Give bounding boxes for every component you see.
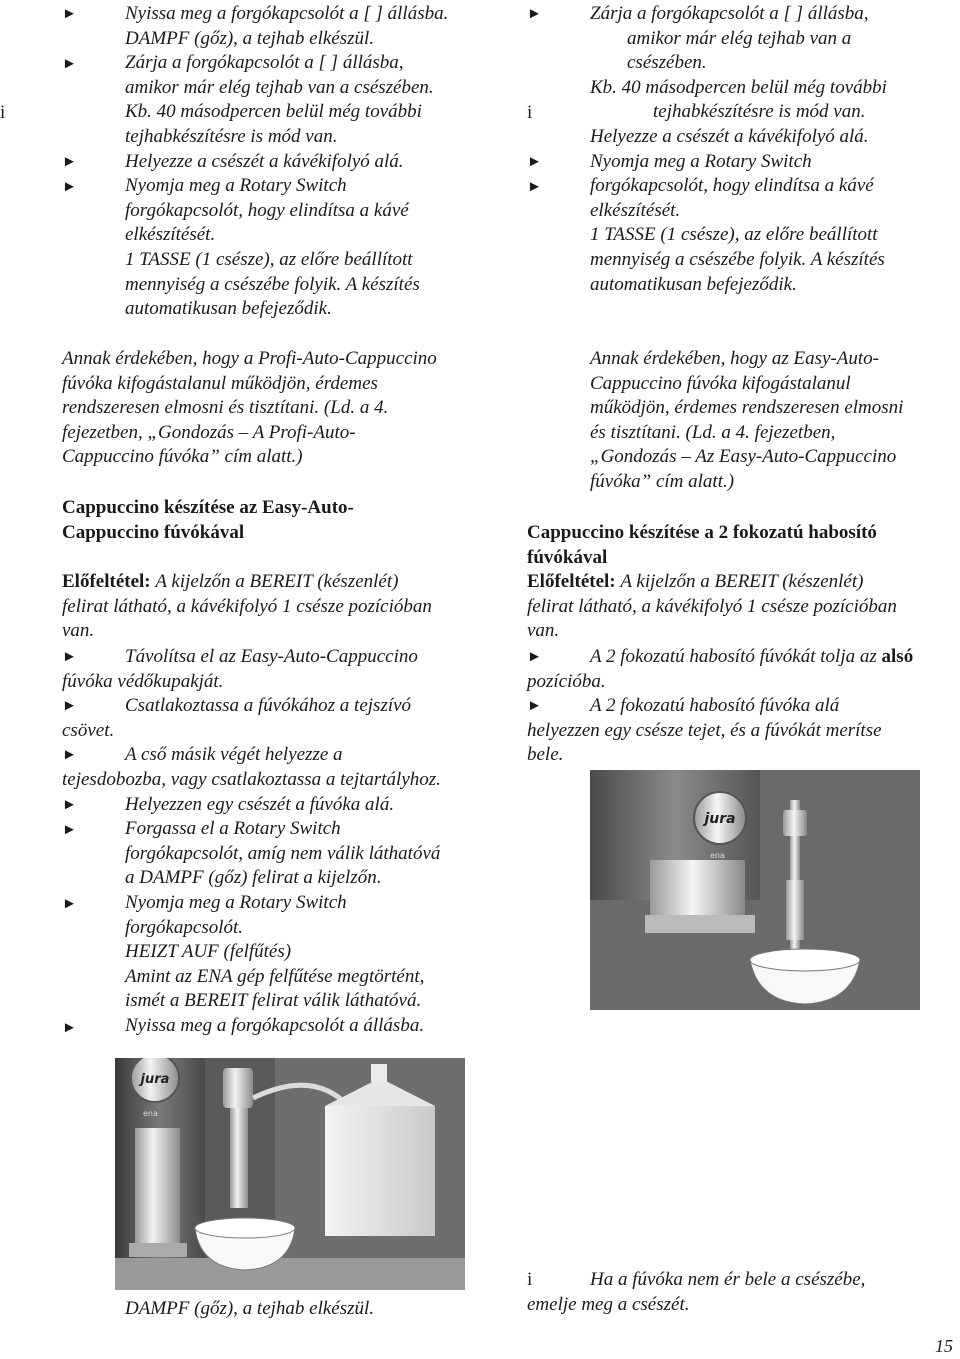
left-illustration-caption: DAMPF (gőz), a tejhab elkészül. <box>125 1298 375 1319</box>
arrow-marker: ► <box>62 649 77 665</box>
left-section-heading: Cappuccino készítése az Easy-Auto- Cappuccino fúvókával <box>62 497 354 543</box>
left-care-note: Annak érdekében, hogy a Profi-Auto-Cappuccino fúvóka kifogástalanul működjön, érdemes rendszeresen elmosni és tisztítani. (Ld. a 4. fejezetben, „Gondozás – A Profi-Auto- Cappuccino fúvóka” cím alatt.) <box>62 348 437 468</box>
right-bottom-note: Ha a fúvóka nem ér bele a csészébe, emelje meg a csészét. <box>527 1269 866 1315</box>
page-number: 15 <box>935 1336 953 1356</box>
arrow-marker: ► <box>62 896 77 912</box>
right-prerequisite: Előfeltétel: A kijelzőn a BEREIT (készenlét) felirat látható, a kávékifolyó 1 csésze pozícióban van. <box>527 571 897 642</box>
arrow-marker: ► <box>527 6 542 22</box>
arrow-marker: ► <box>62 822 77 838</box>
arrow-marker: ► <box>62 1020 77 1036</box>
left-steps: Távolítsa el az Easy-Auto-Cappuccino fúvóka védőkupakját. Csatlakoztassa a fúvókához a tejszívó csövet. A cső másik végét helyezze a tejesdobozba, vagy csatlakoztassa a tejtartályhoz. Helyezzen egy csészét a fúvóka alá. Forgassa el a Rotary Switch forgókapcsolót, amíg nem válik láthatóvá a DAMPF (gőz) felirat a kijelzőn. Nyomja meg a Rotary Switch forgókapcsolót. HEIZT AUF (felfűtés) Amint az ENA gép felfűtése megtörtént, ismét a BEREIT felirat válik láthatóvá. Nyissa meg a forgókapcsolót a állásba. <box>62 646 441 1036</box>
arrow-marker: ► <box>62 6 77 22</box>
arrow-marker: ► <box>527 179 542 195</box>
arrow-marker: ► <box>62 747 77 763</box>
info-marker: i <box>527 1269 533 1290</box>
right-section-heading: Cappuccino készítése a 2 fokozatú habosító fúvókával <box>527 522 877 568</box>
info-marker: i <box>0 102 6 123</box>
illustration-frother-cup <box>590 770 920 1010</box>
arrow-marker: ► <box>62 797 77 813</box>
arrow-marker: ► <box>62 56 77 72</box>
left-prerequisite: Előfeltétel: A kijelzőn a BEREIT (készenlét) felirat látható, a kávékifolyó 1 csésze pozícióban van. <box>62 571 432 642</box>
model-logo: ena <box>710 851 725 860</box>
arrow-marker: ► <box>527 154 542 170</box>
right-top-instructions: Zárja a forgókapcsolót a [ ] állásba, amikor már elég tejhab van a csészében. Kb. 40 másodpercen belül még további tejhabkészítésre is mód van. Helyezze a csészét a kávékifolyó alá. Nyomja meg a Rotary Switch forgókapcsolót, hogy elindítsa a kávé elkészítését. 1 TASSE (1 csésze), az előre beállított mennyiség a csészébe folyik. A készítés automatikusan befejeződik. <box>590 3 887 295</box>
left-top-instructions: Nyissa meg a forgókapcsolót a [ ] állásba. DAMPF (gőz), a tejhab elkészül. Zárja a forgókapcsolót a [ ] állásba, amikor már elég tejhab van a csészében. Kb. 40 másodpercen belül még további tejhabkészítésre is mód van. Helyezze a csészét a kávékifolyó alá. Nyomja meg a Rotary Switch forgókapcsolót, hogy elindítsa a kávé elkészítését. 1 TASSE (1 csésze), az előre beállított mennyiség a csészébe folyik. A készítés automatikusan befejeződik. <box>125 3 449 320</box>
arrow-marker: ► <box>62 179 77 195</box>
model-logo: ena <box>143 1109 158 1118</box>
arrow-marker: ► <box>527 698 542 714</box>
brand-logo: jura <box>140 1072 170 1087</box>
arrow-marker: ► <box>527 649 542 665</box>
illustration-milk-carton <box>115 1058 465 1290</box>
right-steps: A 2 fokozatú habosító fúvókát tolja az alsó pozícióba. A 2 fokozatú habosító fúvóka alá helyezzen egy csésze tejet, és a fúvókát merítse bele. <box>527 646 914 766</box>
info-marker: i <box>527 102 533 123</box>
right-care-note: Annak érdekében, hogy az Easy-Auto- Cappuccino fúvóka kifogástalanul működjön, érdemes rendszeresen elmosni és tisztítani. (Ld. a 4. fejezetben, „Gondozás – Az Easy-Auto-Cappuccino fúvóka” cím alatt.) <box>590 348 904 492</box>
arrow-marker: ► <box>62 698 77 714</box>
brand-logo: jura <box>704 811 736 827</box>
arrow-marker: ► <box>62 154 77 170</box>
